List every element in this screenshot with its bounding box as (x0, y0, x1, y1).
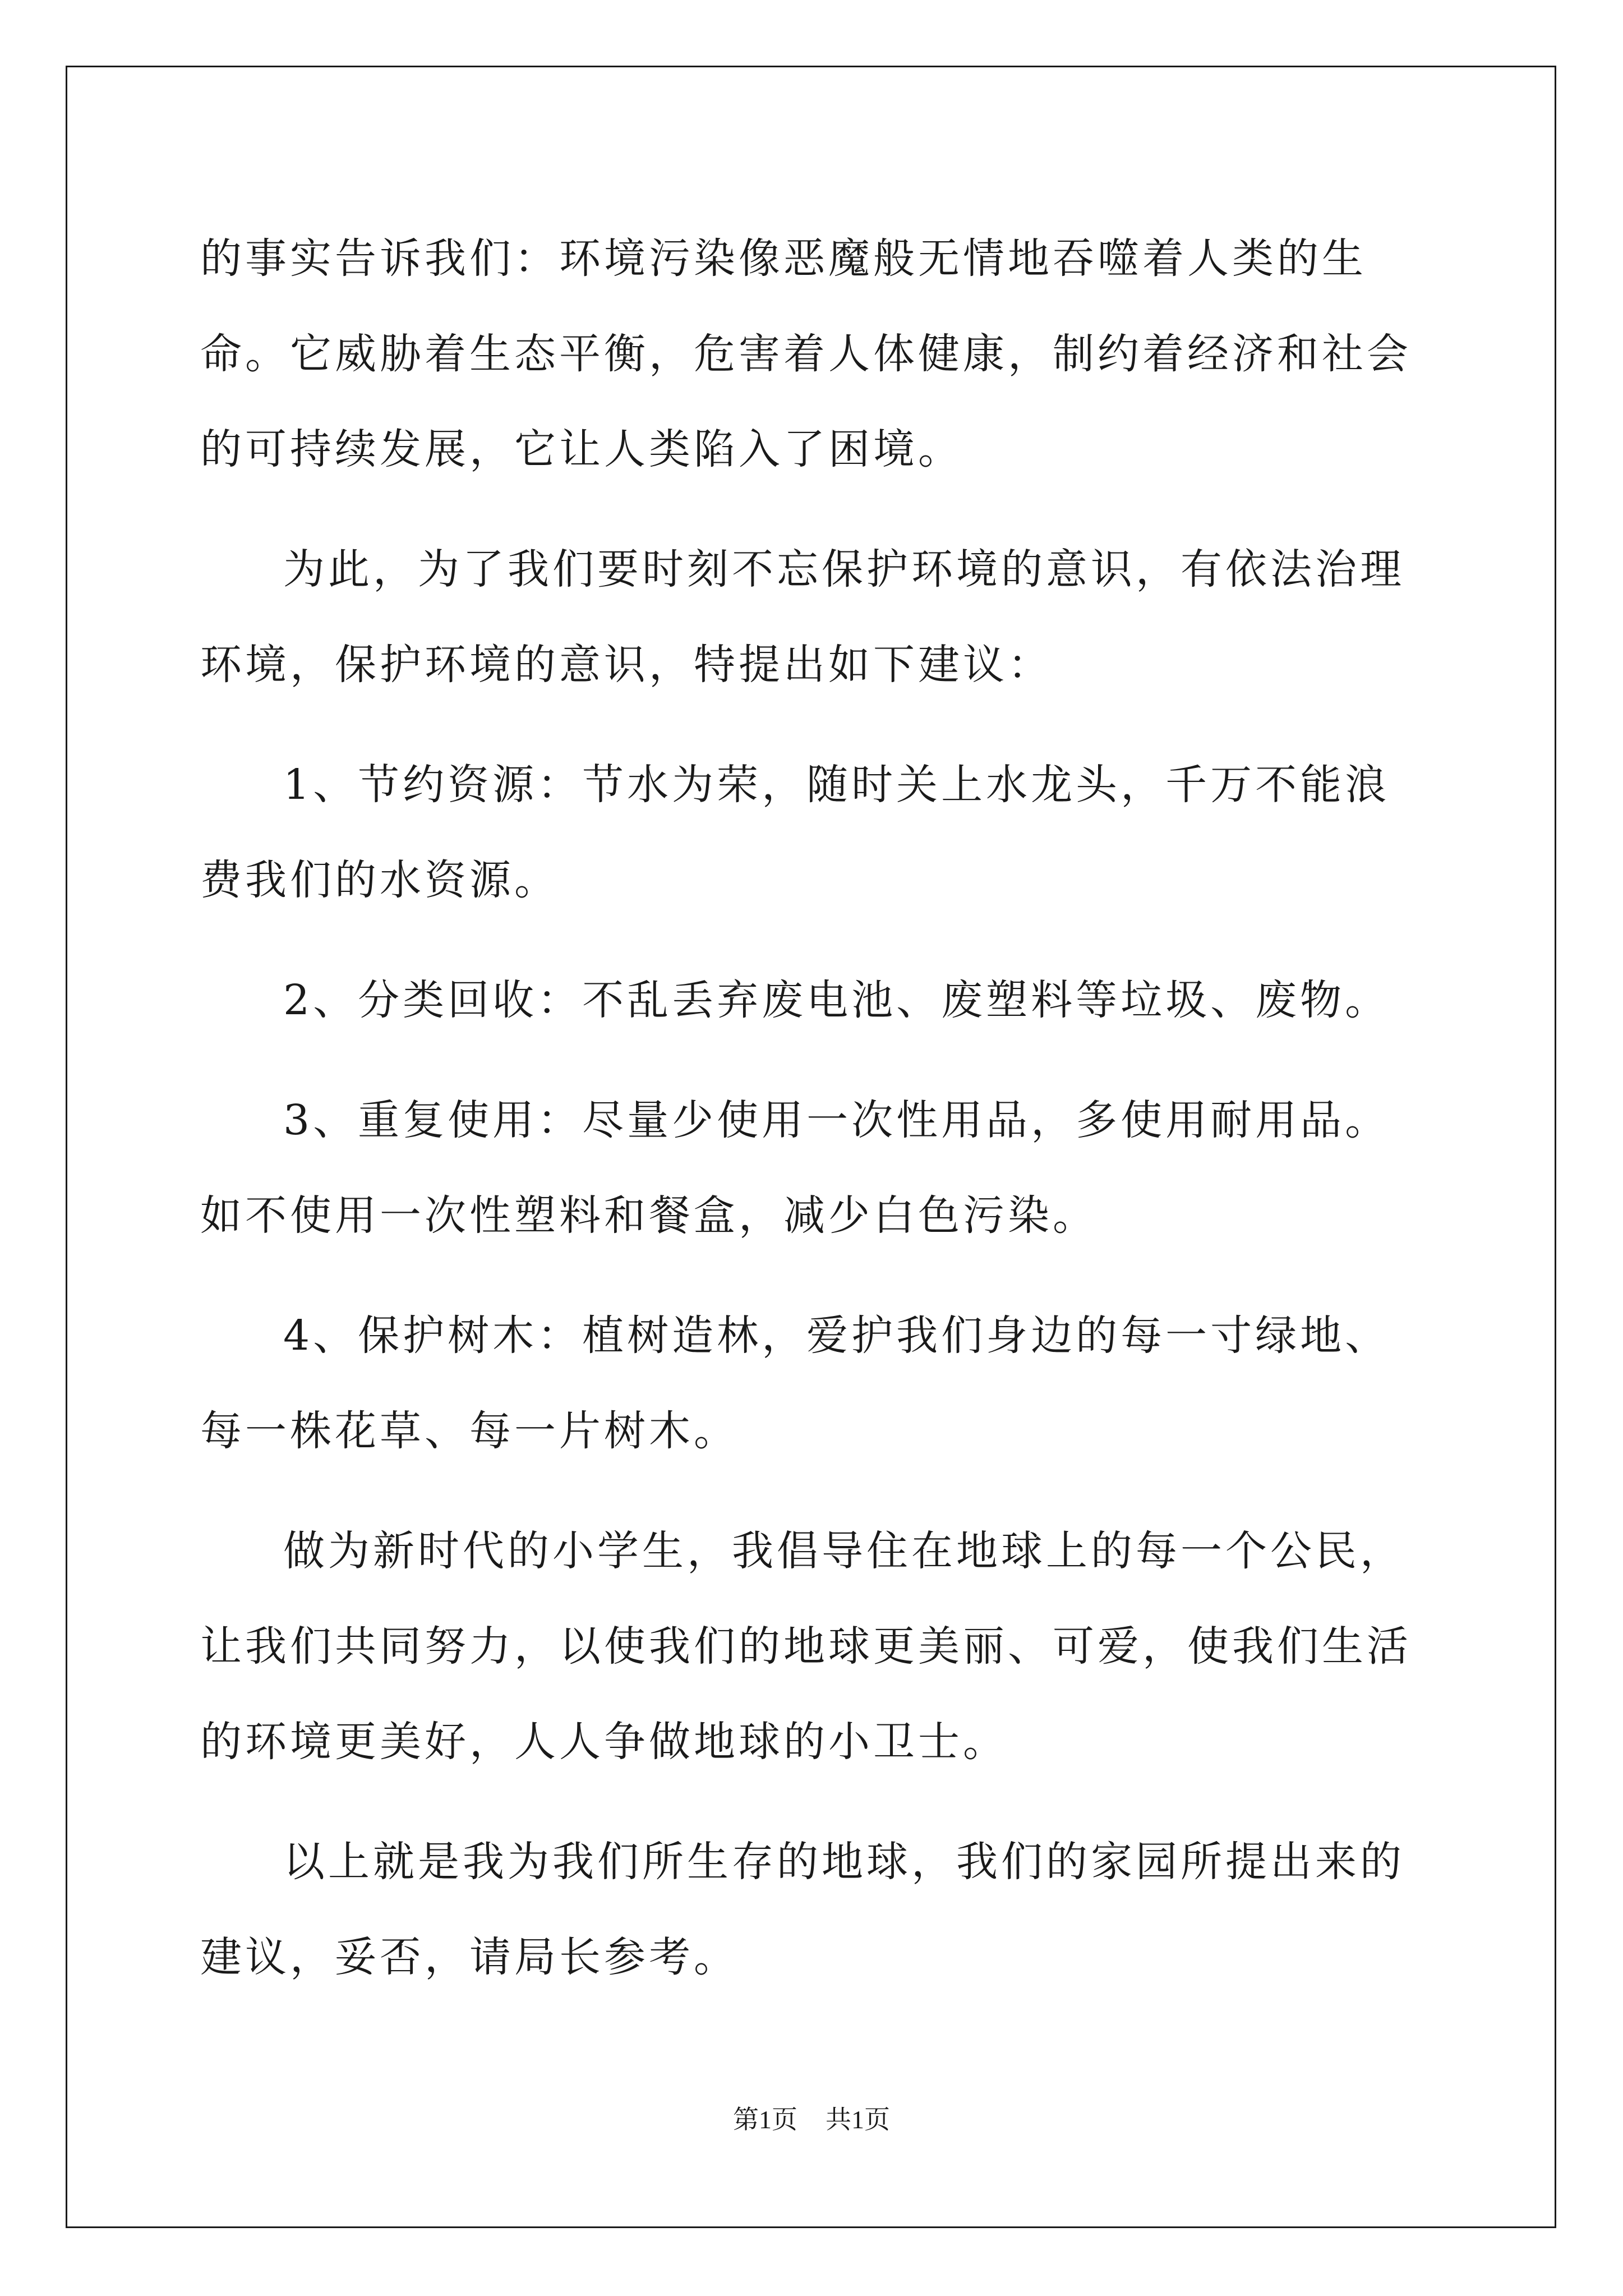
paragraph-suggestion-2: 2、分类回收：不乱丢弃废电池、废塑料等垃圾、废物。 (283, 976, 1390, 1024)
document-body (200, 211, 1434, 2030)
paragraph-suggestion-3: 3、重复使用：尽量少使用一次性用品，多使用耐用品。如不使用一次性塑料和餐盒，减少白色污染。 (200, 1096, 1390, 1240)
page-footer (0, 2099, 1623, 2136)
page-number-total: 共1页 (826, 2105, 890, 2134)
paragraph-purpose: 为此，为了我们要时刻不忘保护环境的意识，有依法治理环境，保护环境的意识，特提出如下建议： (200, 545, 1405, 689)
paragraph-intro: 的事实告诉我们：环境污染像恶魔般无情地吞噬着人类的生命。它威胁着生态平衡，危害着人体健康，制约着经济和社会的可持续发展，它让人类陷入了困境。 (200, 234, 1412, 473)
paragraph-suggestion-4: 4、保护树木：植树造林，爱护我们身边的每一寸绿地、每一株花草、每一片树木。 (200, 1312, 1390, 1455)
paragraph-suggestion-1: 1、节约资源：节水为荣，随时关上水龙头，千万不能浪费我们的水资源。 (200, 761, 1390, 904)
paragraph-appeal: 做为新时代的小学生，我倡导住在地球上的每一个公民，让我们共同努力，以使我们的地球更美丽、可爱，使我们生活的环境更美好，人人争做地球的小卫士。 (200, 1527, 1412, 1766)
page-number-current: 第1页 (733, 2105, 797, 2134)
paragraph-closing: 以上就是我为我们所生存的地球，我们的家园所提出来的建议，妥否，请局长参考。 (200, 1838, 1405, 1981)
